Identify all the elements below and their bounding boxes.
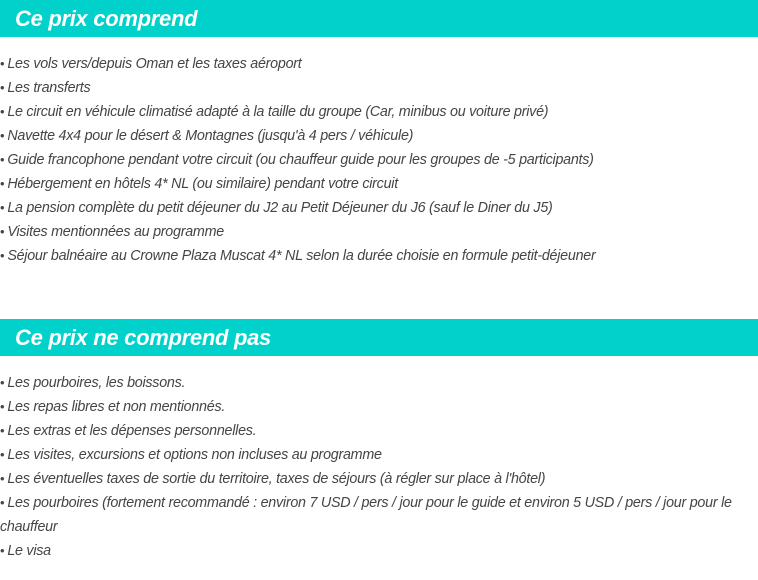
- list-item-text: Les repas libres et non mentionnés.: [7, 399, 226, 415]
- list-item-text: Les visites, excursions et options non incluses au programme: [7, 447, 382, 463]
- list-item: [0, 443, 758, 467]
- bullet-icon: •: [0, 543, 5, 558]
- list-item: [0, 196, 758, 220]
- list-item: [0, 100, 758, 124]
- bullet-icon: •: [0, 80, 5, 95]
- list-item: [0, 76, 758, 100]
- list-item: [0, 419, 758, 443]
- list-item: [0, 52, 758, 76]
- excluded-list: [0, 371, 758, 563]
- bullet-icon: •: [0, 128, 5, 143]
- bullet-icon: •: [0, 248, 5, 263]
- list-item-text: Les extras et les dépenses personnelles.: [7, 423, 257, 439]
- list-item-text: La pension complète du petit déjeuner du J2 au Petit Déjeuner du J6 (sauf le Diner du J5): [7, 200, 553, 216]
- list-item: [0, 467, 758, 491]
- bullet-icon: •: [0, 495, 5, 510]
- list-item: [0, 395, 758, 419]
- list-item-text: Les pourboires, les boissons.: [7, 375, 186, 391]
- list-item-text: Le visa: [7, 543, 51, 559]
- list-item-text: Les pourboires (fortement recommandé : environ 7 USD / pers / jour pour le guide et environ 5 USD / pers / jour pour le chauffeur: [0, 495, 732, 535]
- list-item-text: Séjour balnéaire au Crowne Plaza Muscat 4* NL selon la durée choisie en formule petit-déjeuner: [7, 248, 596, 264]
- section-title-excluded: Ce prix ne comprend pas: [0, 319, 758, 356]
- list-item: [0, 172, 758, 196]
- list-item: [0, 124, 758, 148]
- list-item-text: Les éventuelles taxes de sortie du territoire, taxes de séjours (à régler sur place à l'hôtel): [7, 471, 546, 487]
- bullet-icon: •: [0, 423, 5, 438]
- bullet-icon: •: [0, 224, 5, 239]
- included-list: [0, 52, 758, 268]
- list-item-text: Hébergement en hôtels 4* NL (ou similaire) pendant votre circuit: [7, 176, 398, 192]
- bullet-icon: •: [0, 200, 5, 215]
- bullet-icon: •: [0, 104, 5, 119]
- list-item: [0, 371, 758, 395]
- list-item: [0, 220, 758, 244]
- bullet-icon: •: [0, 399, 5, 414]
- list-item-text: Navette 4x4 pour le désert & Montagnes (jusqu'à 4 pers / véhicule): [7, 128, 414, 144]
- bullet-icon: •: [0, 471, 5, 486]
- list-item-text: Guide francophone pendant votre circuit (ou chauffeur guide pour les groupes de -5 participants): [7, 152, 594, 168]
- bullet-icon: •: [0, 375, 5, 390]
- bullet-icon: •: [0, 176, 5, 191]
- list-item: [0, 244, 758, 268]
- list-item: [0, 539, 758, 563]
- list-item-text: Les transferts: [7, 80, 91, 96]
- list-item-text: Visites mentionnées au programme: [7, 224, 224, 240]
- list-item: [0, 491, 758, 539]
- list-item-text: Le circuit en véhicule climatisé adapté à la taille du groupe (Car, minibus ou voiture privé): [7, 104, 549, 120]
- bullet-icon: •: [0, 56, 5, 71]
- list-item-text: Les vols vers/depuis Oman et les taxes aéroport: [7, 56, 302, 72]
- section-title-included: Ce prix comprend: [0, 0, 758, 37]
- list-item: [0, 148, 758, 172]
- bullet-icon: •: [0, 447, 5, 462]
- bullet-icon: •: [0, 152, 5, 167]
